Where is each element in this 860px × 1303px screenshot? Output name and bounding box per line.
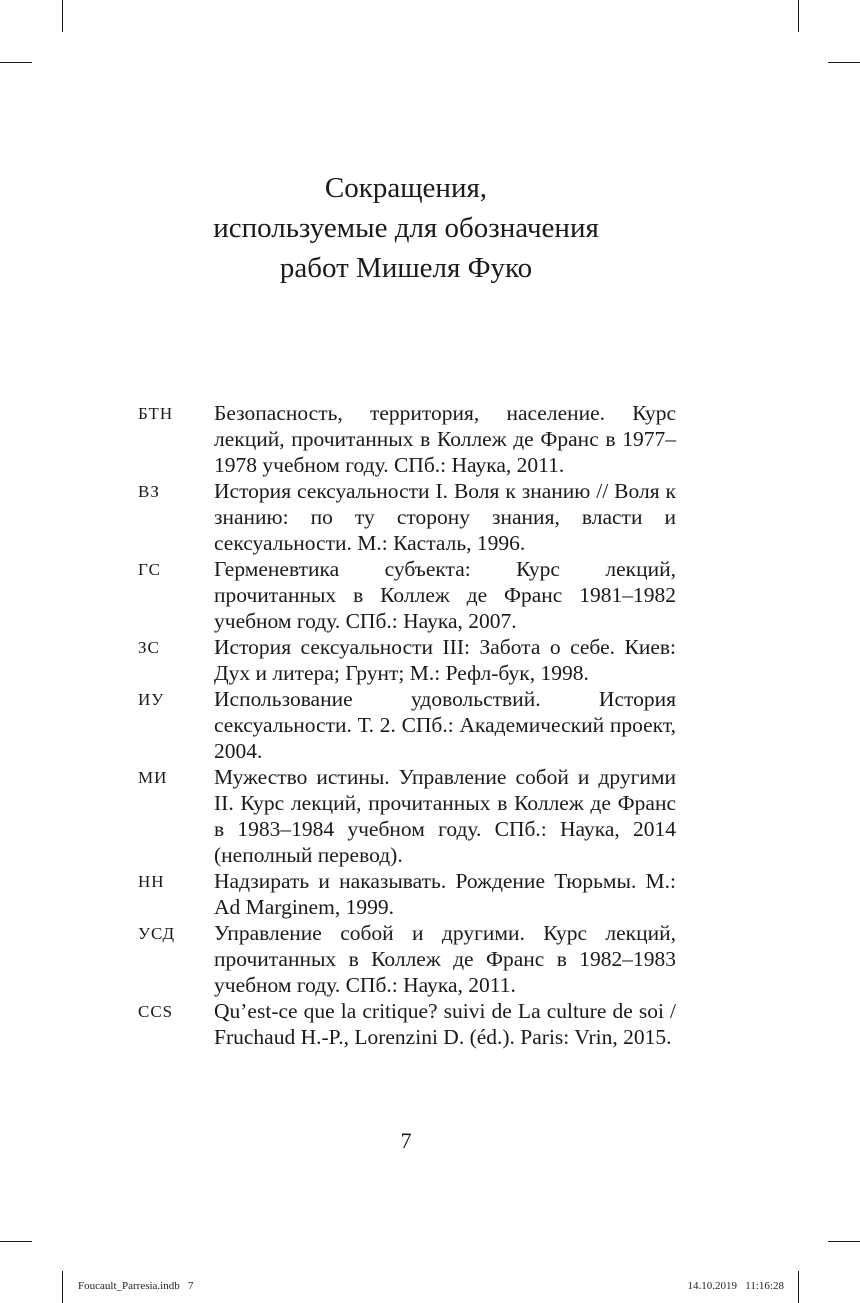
crop-mark-right-bottom — [828, 1241, 860, 1242]
abbreviation-entry — [138, 634, 676, 686]
abbreviation-code: БТН — [138, 404, 174, 423]
abbreviation-text: Мужество истины. Управление собой и другими II. Курс лекций, прочитанных в Коллеж де Франс в 1983–1984 учебном году. СПб.: Наука, 2014 (неполный перевод). — [214, 765, 676, 867]
abbreviation-entry — [138, 478, 676, 556]
abbreviation-entry — [138, 556, 676, 634]
title-line-2: используемые для обозначения — [213, 212, 599, 244]
abbreviation-code: МИ — [138, 768, 168, 787]
abbreviation-text: Использование удовольствий. История сексуальности. Т. 2. СПб.: Академический проект, 2004. — [214, 687, 676, 763]
abbreviation-list — [138, 400, 676, 1050]
crop-mark-left-bottom — [0, 1241, 32, 1242]
abbreviation-entry — [138, 764, 676, 868]
abbreviation-code: НН — [138, 872, 165, 891]
print-slug-timestamp: 14.10.2019 11:16:28 — [687, 1280, 784, 1292]
abbreviation-text: Управление собой и другими. Курс лекций, прочитанных в Коллеж де Франс в 1982–1983 учебном году. СПб.: Наука, 2011. — [214, 921, 676, 997]
abbreviation-entry — [138, 400, 676, 478]
abbreviation-entry — [138, 920, 676, 998]
abbreviation-entry — [138, 868, 676, 920]
abbreviation-text: Безопасность, территория, население. Курс лекций, прочитанных в Коллеж де Франс в 1977–1978 учебном году. СПб.: Наука, 2011. — [214, 401, 676, 477]
title-line-3: работ Мишеля Фуко — [279, 252, 533, 284]
crop-mark-top-right — [798, 0, 799, 32]
abbreviation-code: ЗС — [138, 638, 160, 657]
abbreviation-text: Надзирать и наказывать. Рождение Тюрьмы. М.: Ad Marginem, 1999. — [214, 869, 676, 919]
title-line-1: Сокращения, — [324, 172, 488, 204]
abbreviation-text: Qu’est-ce que la critique? suivi de La culture de soi / Fruchaud H.-P., Lorenzini D. (éd.). Paris: Vrin, 2015. — [214, 999, 676, 1049]
abbreviation-text: Герменевтика субъекта: Курс лекций, прочитанных в Коллеж де Франс 1981–1982 учебном году. СПб.: Наука, 2007. — [214, 557, 676, 633]
crop-mark-top-left — [62, 0, 63, 32]
abbreviation-code: ВЗ — [138, 482, 160, 501]
abbreviation-entry — [138, 998, 676, 1050]
page-title — [0, 168, 812, 288]
crop-mark-left-top — [0, 62, 32, 63]
abbreviation-text: История сексуальности I. Воля к знанию // Воля к знанию: по ту сторону знания, власти и сексуальности. М.: Касталь, 1996. — [214, 479, 676, 555]
abbreviation-entry — [138, 686, 676, 764]
crop-mark-right-top — [828, 62, 860, 63]
page-number: 7 — [400, 1128, 412, 1153]
abbreviation-code: ИУ — [138, 690, 165, 709]
print-slug-filename: Foucault_Parresia.indb 7 — [78, 1280, 194, 1292]
abbreviation-code: CCS — [138, 1002, 174, 1021]
crop-mark-bottom-left — [62, 1271, 63, 1303]
abbreviation-text: История сексуальности III: Забота о себе. Киев: Дух и литера; Грунт; М.: Рефл-бук, 1998. — [214, 635, 676, 685]
crop-mark-bottom-right — [798, 1271, 799, 1303]
abbreviation-code: ГС — [138, 560, 161, 579]
abbreviation-code: УСД — [138, 924, 176, 943]
